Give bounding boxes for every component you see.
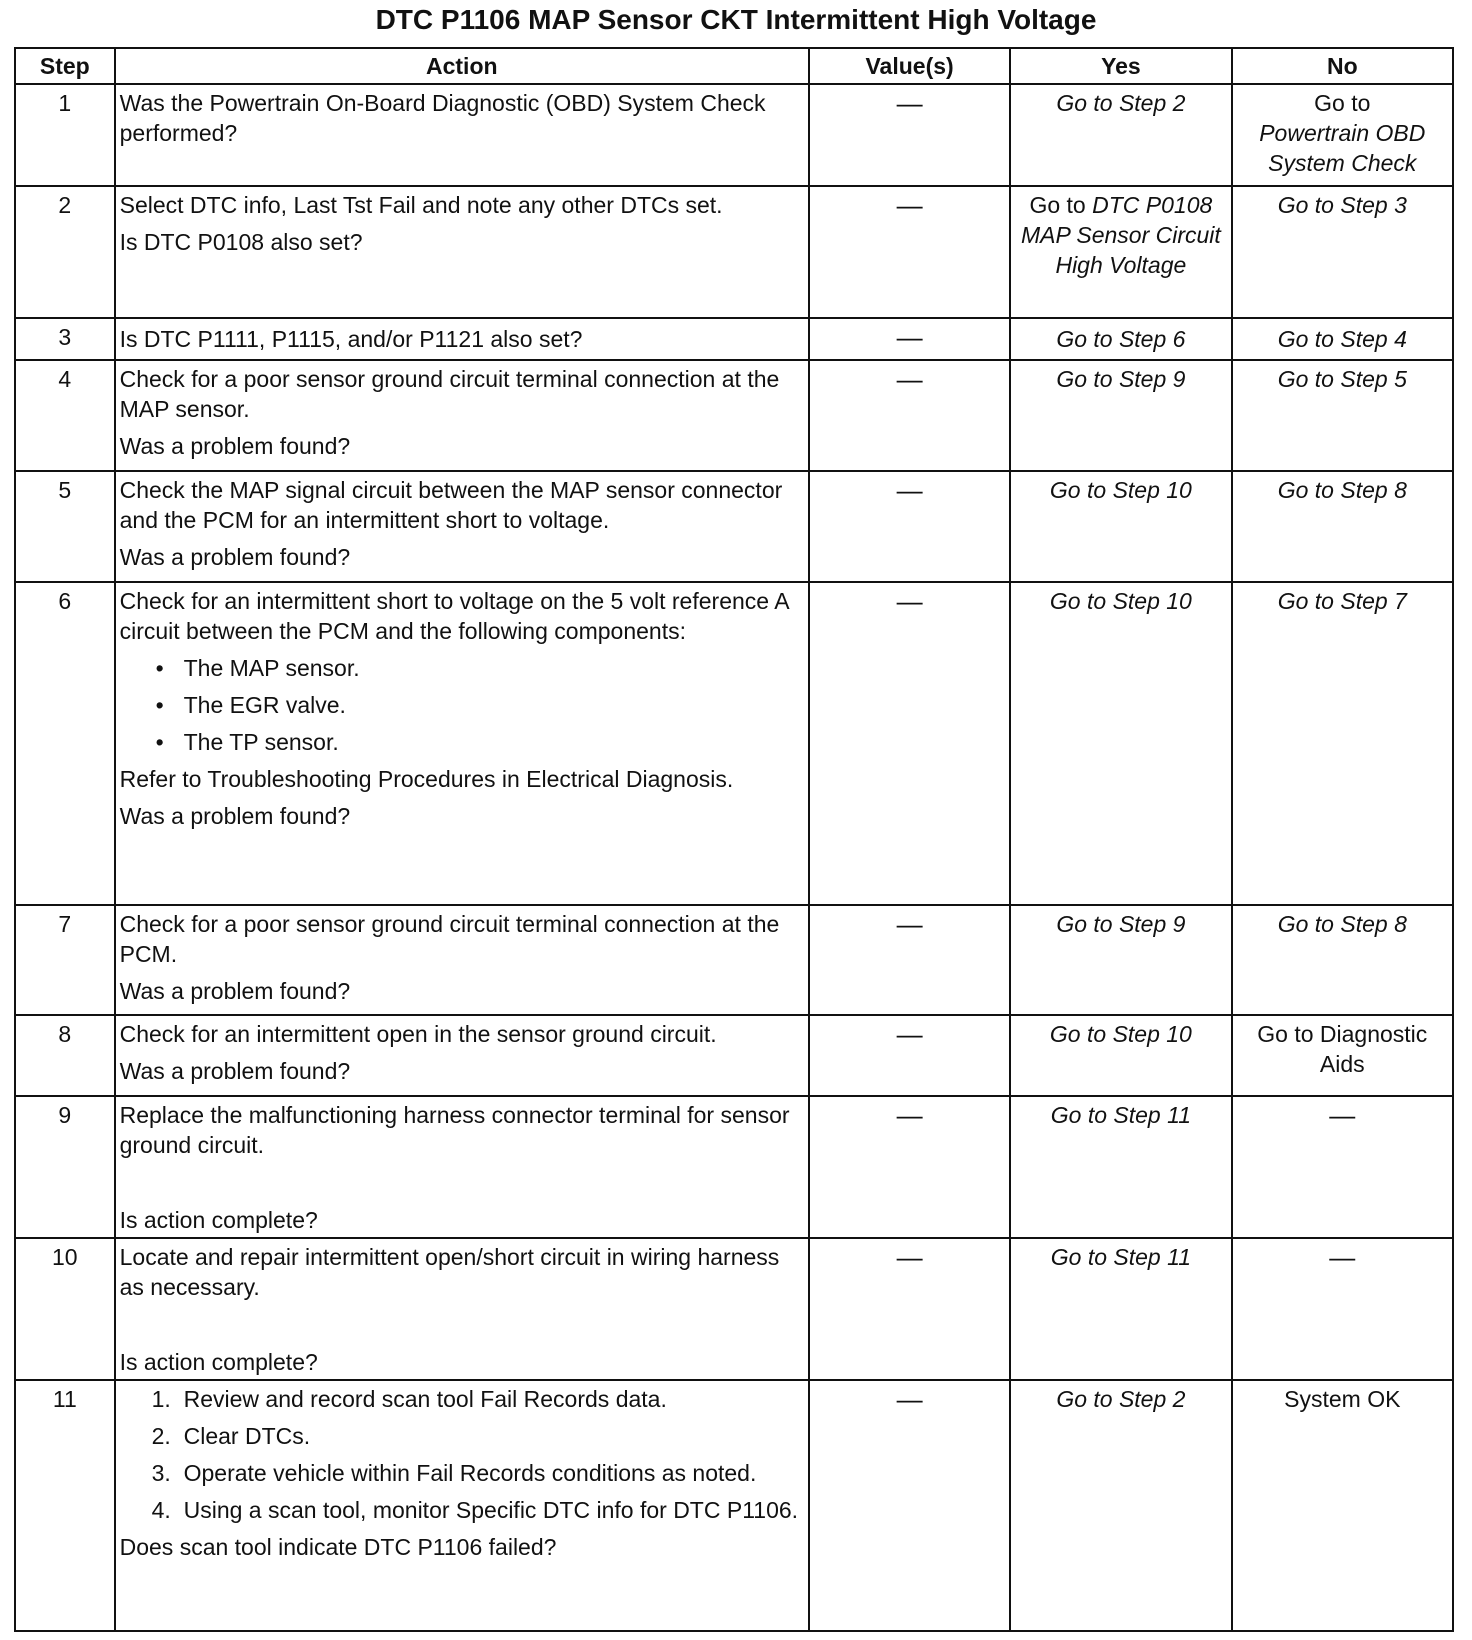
step-number: 10	[15, 1238, 115, 1380]
step-number: 5	[15, 471, 115, 582]
step-number: 2	[15, 186, 115, 318]
action-text: Select DTC info, Last Tst Fail and note any other DTCs set.	[119, 192, 723, 219]
no-cell: Go to Step 8	[1232, 471, 1453, 582]
numbered-item: 3. Operate vehicle within Fail Records conditions as noted.	[151, 1460, 757, 1487]
table-row	[15, 186, 1453, 318]
no-cell	[1232, 84, 1453, 186]
no-cell: Go to Step 5	[1232, 360, 1453, 471]
table-row	[15, 1238, 1453, 1380]
yes-prefix: Go to	[1029, 192, 1086, 219]
no-cell: Go to Step 4	[1232, 318, 1453, 360]
value-cell: —	[809, 582, 1010, 905]
diagnostic-table	[14, 47, 1454, 1632]
bullet-item: • The MAP sensor.	[155, 654, 360, 681]
table-row	[15, 84, 1453, 186]
value-cell: —	[809, 318, 1010, 360]
yes-cell: Go to Step 11	[1010, 1238, 1231, 1380]
no-cell: —	[1232, 1096, 1453, 1238]
value-cell: —	[809, 1238, 1010, 1380]
step-number: 7	[15, 905, 115, 1016]
action-cell	[115, 84, 809, 186]
step-number: 3	[15, 318, 115, 360]
page-title: DTC P1106 MAP Sensor CKT Intermittent High Voltage	[375, 4, 1097, 35]
no-prefix: Go to	[1314, 90, 1371, 116]
table-row	[15, 1096, 1453, 1238]
action-text: Check for a poor sensor ground circuit terminal connection at the MAP sensor.	[119, 365, 780, 422]
step-number: 4	[15, 360, 115, 471]
action-question: Is DTC P0108 also set?	[119, 229, 363, 256]
action-text: Locate and repair intermittent open/short circuit in wiring harness as necessary.	[119, 1243, 780, 1300]
yes-cell: Go to Step 2	[1010, 1380, 1231, 1631]
action-text: Replace the malfunctioning harness connector terminal for sensor ground circuit.	[119, 1101, 790, 1158]
no-cell: Go to Step 7	[1232, 582, 1453, 905]
action-question: Was a problem found?	[119, 432, 351, 459]
action-cell	[115, 1380, 809, 1631]
step-number: 11	[15, 1380, 115, 1631]
header-step: Step	[15, 48, 115, 84]
header-action: Action	[115, 48, 809, 84]
table-row	[15, 1015, 1453, 1095]
header-row	[15, 48, 1453, 84]
no-cell: System OK	[1232, 1380, 1453, 1631]
yes-cell: Go to Step 2	[1010, 84, 1231, 186]
action-cell	[115, 1015, 809, 1095]
action-note: Refer to Troubleshooting Procedures in Electrical Diagnosis.	[119, 765, 734, 792]
numbered-item: 1. Review and record scan tool Fail Records data.	[151, 1386, 667, 1413]
action-cell	[115, 582, 809, 905]
no-cell: Go to Step 8	[1232, 905, 1453, 1016]
value-cell: —	[809, 186, 1010, 318]
table-row	[15, 582, 1453, 905]
action-question: Was a problem found?	[119, 802, 351, 829]
table-row	[15, 318, 1453, 360]
action-question: Does scan tool indicate DTC P1106 failed?	[119, 1534, 557, 1561]
action-question: Is action complete?	[119, 1349, 318, 1376]
no-cell: Go to Diagnostic Aids	[1232, 1015, 1453, 1095]
no-cell: —	[1232, 1238, 1453, 1380]
no-target: Powertrain OBD System Check	[1259, 120, 1426, 176]
yes-cell: Go to Step 11	[1010, 1096, 1231, 1238]
yes-cell: Go to Step 6	[1010, 318, 1231, 360]
action-text: Was the Powertrain On-Board Diagnostic (OBD) System Check performed?	[119, 90, 766, 146]
action-cell	[115, 905, 809, 1016]
numbered-item: 2. Clear DTCs.	[151, 1423, 311, 1450]
action-text: Check for a poor sensor ground circuit terminal connection at the PCM.	[119, 910, 780, 967]
value-cell: —	[809, 1096, 1010, 1238]
action-question: Is DTC P1111, P1115, and/or P1121 also set?	[119, 326, 583, 353]
action-cell	[115, 186, 809, 318]
table-row	[15, 471, 1453, 582]
value-cell: —	[809, 1015, 1010, 1095]
yes-cell: Go to Step 10	[1010, 471, 1231, 582]
numbered-item: 4. Using a scan tool, monitor Specific DTC info for DTC P1106.	[151, 1497, 799, 1524]
yes-cell: Go to Step 10	[1010, 1015, 1231, 1095]
value-cell: —	[809, 84, 1010, 186]
action-cell	[115, 471, 809, 582]
yes-cell: Go to Step 9	[1010, 360, 1231, 471]
action-question: Was a problem found?	[119, 977, 351, 1004]
action-cell	[115, 1096, 809, 1238]
yes-target: DTC P0108 MAP Sensor Circuit High Voltage	[1020, 192, 1221, 279]
value-cell: —	[809, 1380, 1010, 1631]
action-cell	[115, 360, 809, 471]
value-cell: —	[809, 471, 1010, 582]
step-number: 9	[15, 1096, 115, 1238]
value-cell: —	[809, 360, 1010, 471]
header-yes: Yes	[1010, 48, 1231, 84]
value-cell: —	[809, 905, 1010, 1016]
bullet-item: • The TP sensor.	[155, 728, 339, 755]
yes-cell: Go to Step 10	[1010, 582, 1231, 905]
header-no: No	[1232, 48, 1453, 84]
action-text: Check the MAP signal circuit between the MAP sensor connector and the PCM for an intermittent short to voltage.	[119, 476, 783, 533]
action-text: Check for an intermittent short to voltage on the 5 volt reference A circuit between the PCM and the following components:	[119, 587, 789, 644]
action-question: Is action complete?	[119, 1206, 318, 1233]
action-cell	[115, 1238, 809, 1380]
header-values: Value(s)	[809, 48, 1010, 84]
action-question: Was a problem found?	[119, 543, 351, 570]
step-number: 6	[15, 582, 115, 905]
table-row	[15, 1380, 1453, 1631]
action-text: Check for an intermittent open in the sensor ground circuit.	[119, 1021, 717, 1048]
step-number: 1	[15, 84, 115, 186]
yes-cell	[1010, 186, 1231, 318]
no-cell: Go to Step 3	[1232, 186, 1453, 318]
table-row	[15, 905, 1453, 1016]
bullet-item: • The EGR valve.	[155, 691, 346, 718]
yes-cell: Go to Step 9	[1010, 905, 1231, 1016]
action-question: Was a problem found?	[119, 1058, 351, 1085]
step-number: 8	[15, 1015, 115, 1095]
action-cell	[115, 318, 809, 360]
table-row	[15, 360, 1453, 471]
